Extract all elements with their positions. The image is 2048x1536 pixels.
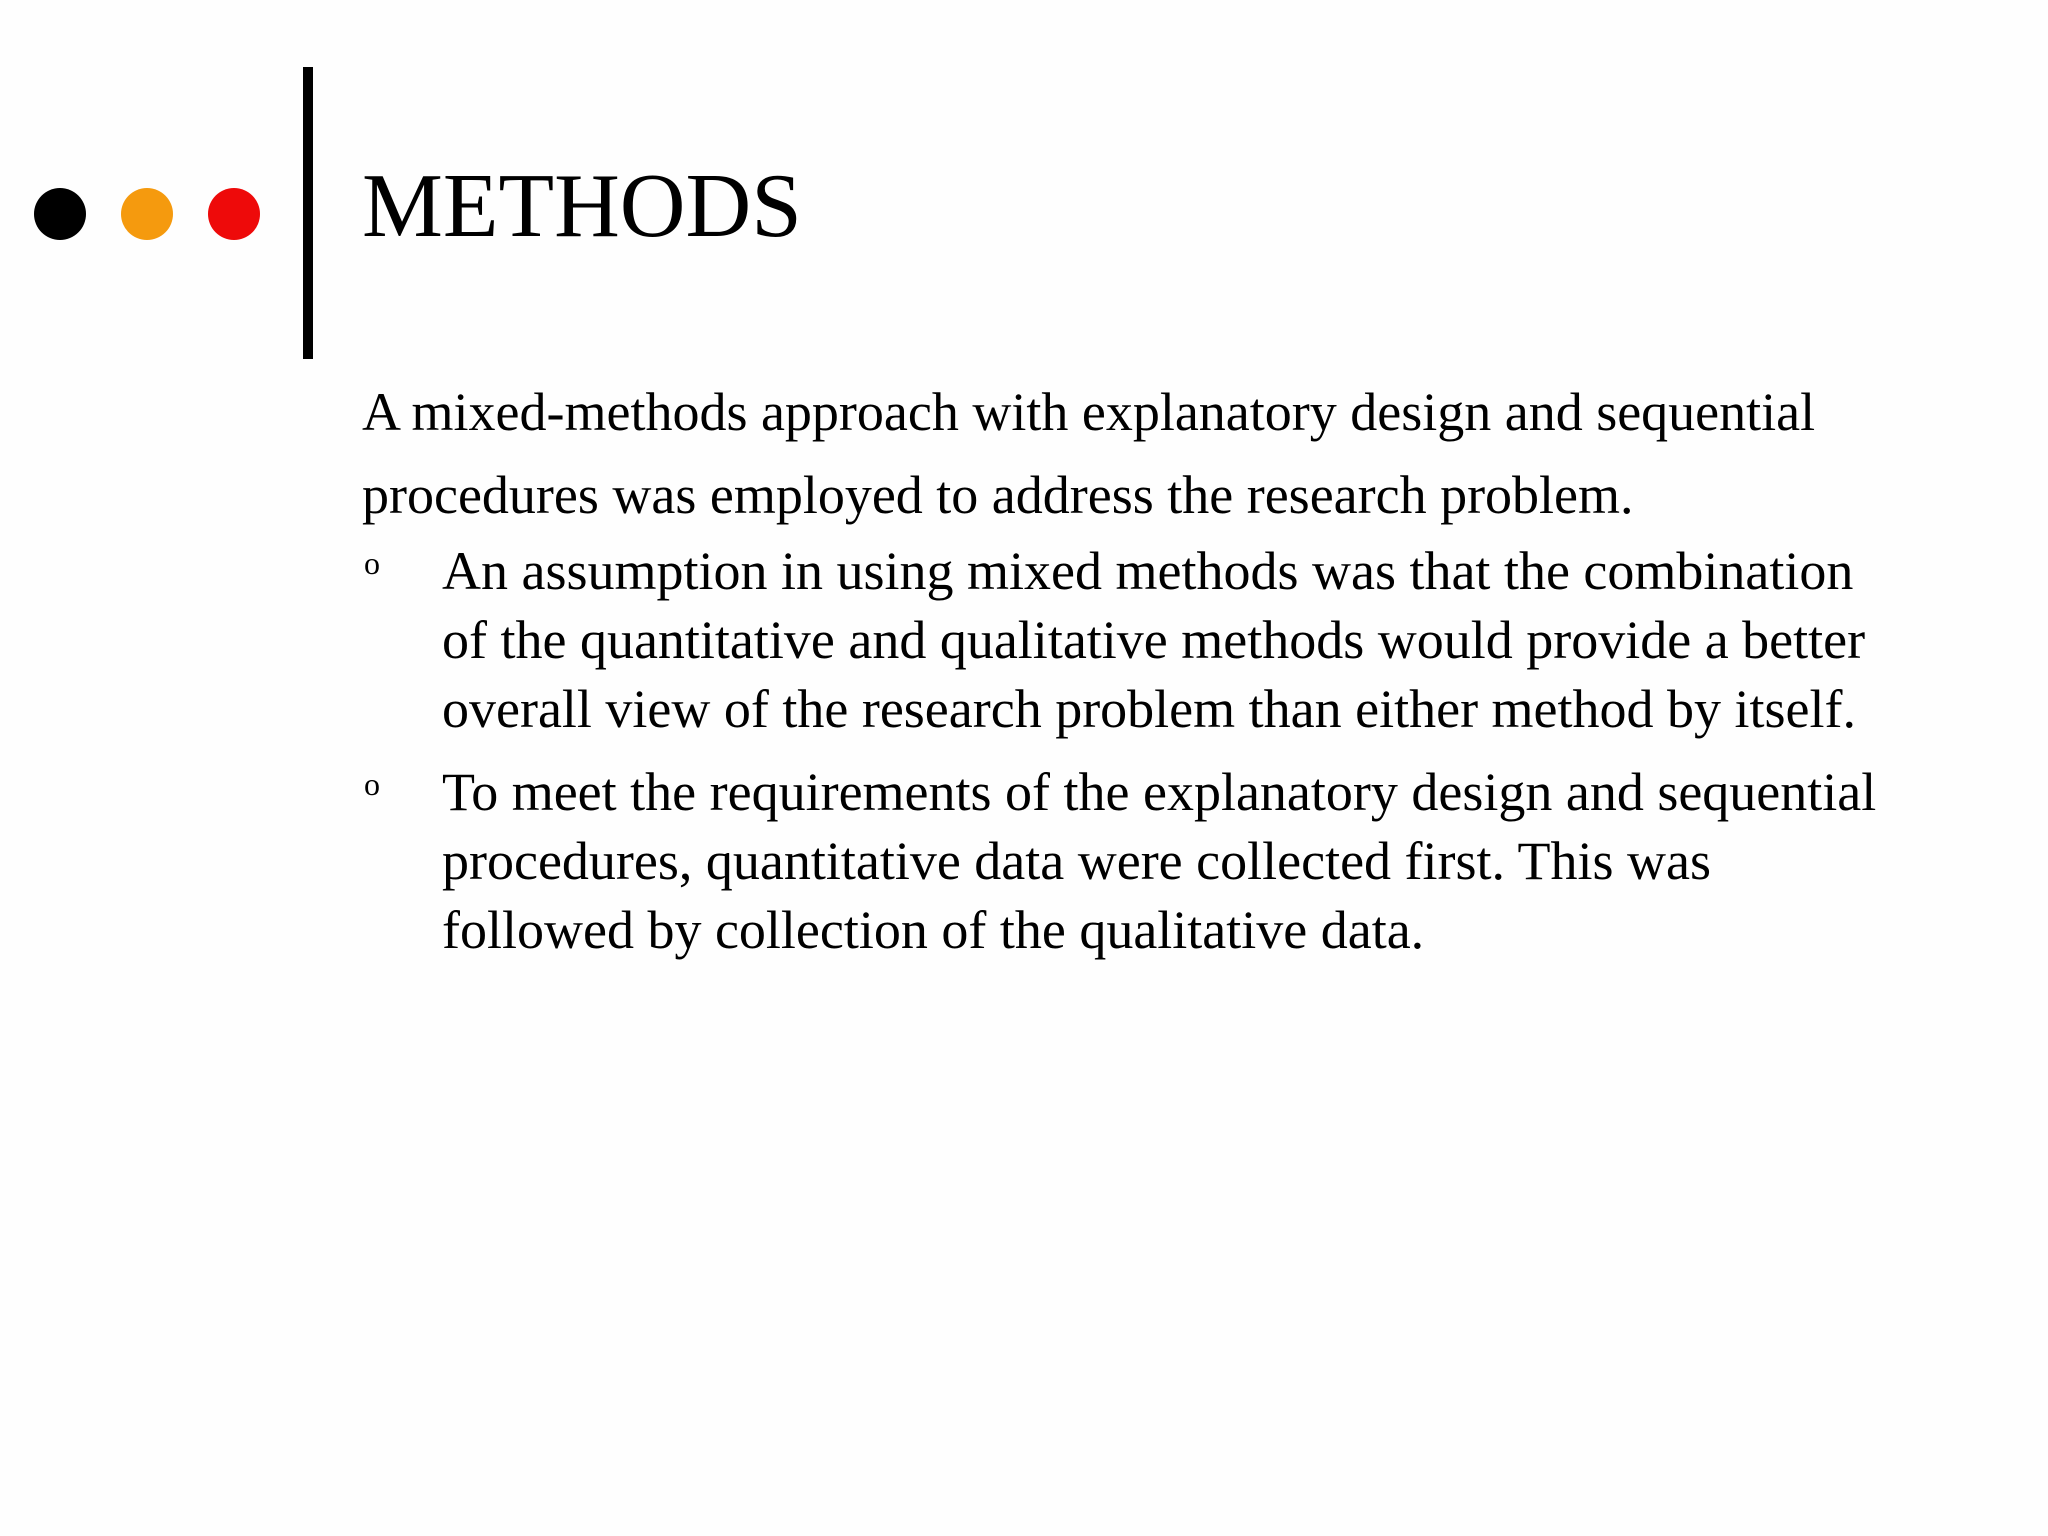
title-divider-bar xyxy=(303,67,313,359)
decorative-dot-red xyxy=(208,188,260,240)
slide-body xyxy=(362,371,1902,979)
bullet-text: An assumption in using mixed methods was that the combination of the quantitative and qualitative methods would provide a better overall view of the research problem than either method by itself. xyxy=(442,541,1866,739)
slide-title: METHODS xyxy=(362,155,802,256)
bullet-item xyxy=(362,537,1902,744)
bullet-text: To meet the requirements of the explanatory design and sequential procedures, quantitative data were collected first. This was followed by collection of the qualitative data. xyxy=(442,762,1877,960)
decorative-dot-orange xyxy=(121,188,173,240)
bullet-marker: o xyxy=(364,545,380,581)
bullet-list xyxy=(362,537,1902,965)
decorative-dot-black xyxy=(34,188,86,240)
bullet-marker: o xyxy=(364,766,380,802)
bullet-item xyxy=(362,758,1902,965)
intro-paragraph: A mixed-methods approach with explanatory design and sequential procedures was employed to address the research problem. xyxy=(362,382,1816,525)
